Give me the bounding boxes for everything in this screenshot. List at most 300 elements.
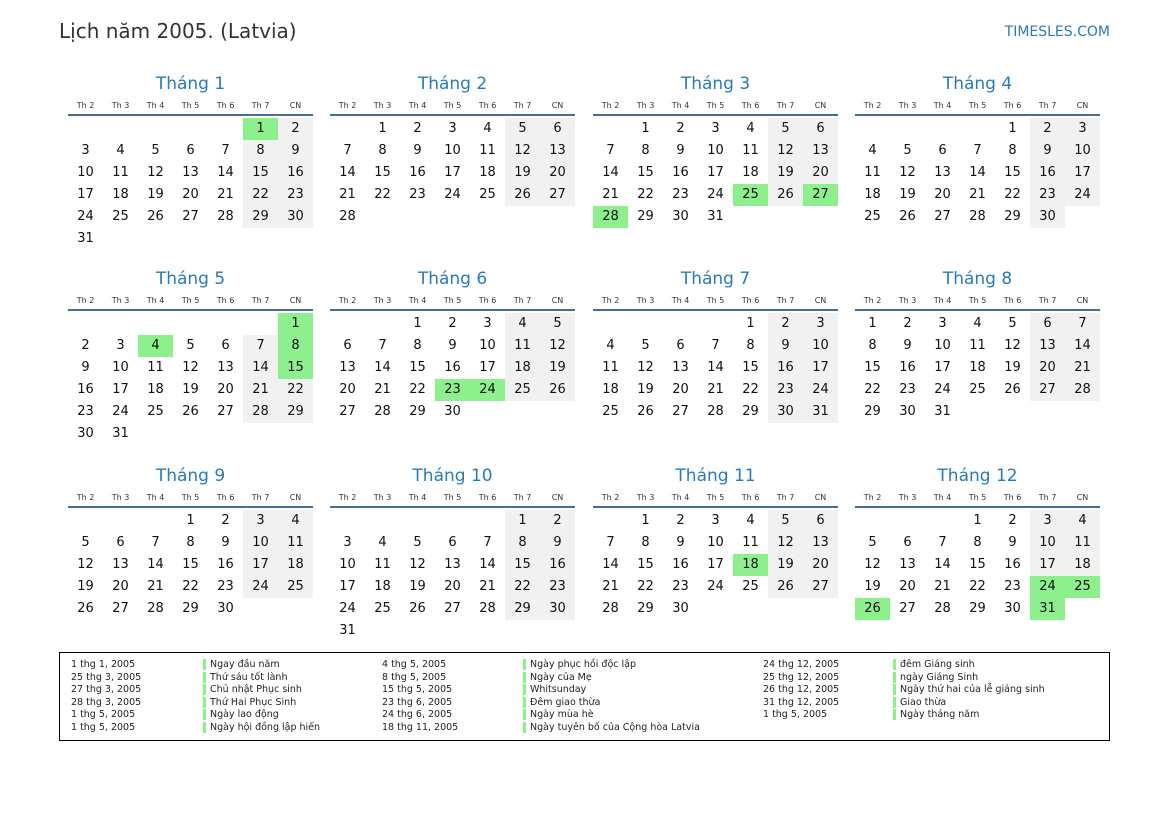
day-cell[interactable]: 6 [343, 338, 352, 353]
day-cell[interactable]: 28 [593, 206, 628, 228]
day-cell[interactable]: 10 [479, 338, 496, 353]
day-cell[interactable]: 3 [483, 316, 492, 331]
day-cell[interactable]: 4 [973, 316, 982, 331]
day-cell[interactable]: 3 [803, 313, 838, 335]
day-cell[interactable]: 25 [505, 379, 540, 401]
day-cell[interactable]: 15 [637, 165, 654, 180]
day-cell[interactable]: 29 [243, 206, 278, 228]
day-cell[interactable]: 2 [540, 510, 575, 532]
day-cell[interactable]: 12 [540, 335, 575, 357]
day-cell[interactable]: 11 [1065, 532, 1100, 554]
day-cell[interactable]: 31 [803, 401, 838, 423]
day-cell[interactable]: 14 [479, 557, 496, 572]
day-cell[interactable]: 8 [973, 535, 982, 550]
day-cell[interactable]: 3 [343, 535, 352, 550]
day-cell[interactable]: 28 [217, 209, 234, 224]
day-cell[interactable]: 6 [938, 143, 947, 158]
day-cell[interactable]: 8 [641, 143, 650, 158]
day-cell[interactable]: 25 [147, 404, 164, 419]
day-cell[interactable]: 15 [182, 557, 199, 572]
day-cell[interactable]: 19 [505, 162, 540, 184]
day-cell[interactable]: 6 [186, 143, 195, 158]
day-cell[interactable]: 14 [217, 165, 234, 180]
day-cell[interactable]: 10 [1030, 532, 1065, 554]
day-cell[interactable]: 22 [969, 579, 986, 594]
day-cell[interactable]: 13 [934, 165, 951, 180]
day-cell[interactable]: 26 [182, 404, 199, 419]
day-cell[interactable]: 27 [217, 404, 234, 419]
day-cell[interactable]: 11 [479, 143, 496, 158]
day-cell[interactable]: 11 [278, 532, 313, 554]
day-cell[interactable]: 12 [505, 140, 540, 162]
day-cell[interactable]: 20 [899, 579, 916, 594]
day-cell[interactable]: 26 [768, 576, 803, 598]
day-cell[interactable]: 17 [934, 360, 951, 375]
day-cell[interactable]: 31 [934, 404, 951, 419]
day-cell[interactable]: 21 [374, 382, 391, 397]
day-cell[interactable]: 29 [637, 209, 654, 224]
day-cell[interactable]: 28 [1065, 379, 1100, 401]
day-cell[interactable]: 28 [243, 401, 278, 423]
day-cell[interactable]: 22 [637, 187, 654, 202]
day-cell[interactable]: 29 [637, 601, 654, 616]
day-cell[interactable]: 1 [505, 510, 540, 532]
day-cell[interactable]: 22 [409, 382, 426, 397]
day-cell[interactable]: 19 [637, 382, 654, 397]
day-cell[interactable]: 3 [711, 121, 720, 136]
day-cell[interactable]: 9 [81, 360, 90, 375]
day-cell[interactable]: 16 [540, 554, 575, 576]
day-cell[interactable]: 18 [742, 165, 759, 180]
day-cell[interactable]: 20 [803, 554, 838, 576]
day-cell[interactable]: 29 [742, 404, 759, 419]
day-cell[interactable]: 28 [339, 209, 356, 224]
day-cell[interactable]: 2 [676, 513, 685, 528]
day-cell[interactable]: 24 [243, 576, 278, 598]
day-cell[interactable]: 4 [606, 338, 615, 353]
day-cell[interactable]: 16 [672, 557, 689, 572]
day-cell[interactable]: 6 [803, 118, 838, 140]
day-cell[interactable]: 3 [711, 513, 720, 528]
day-cell[interactable]: 29 [278, 401, 313, 423]
day-cell[interactable]: 13 [112, 557, 129, 572]
day-cell[interactable]: 5 [868, 535, 877, 550]
day-cell[interactable]: 26 [899, 209, 916, 224]
day-cell[interactable]: 5 [641, 338, 650, 353]
day-cell[interactable]: 25 [969, 382, 986, 397]
day-cell[interactable]: 16 [444, 360, 461, 375]
day-cell[interactable]: 28 [969, 209, 986, 224]
day-cell[interactable]: 9 [540, 532, 575, 554]
day-cell[interactable]: 18 [969, 360, 986, 375]
day-cell[interactable]: 7 [938, 535, 947, 550]
day-cell[interactable]: 17 [243, 554, 278, 576]
day-cell[interactable]: 20 [339, 382, 356, 397]
day-cell[interactable]: 14 [602, 165, 619, 180]
day-cell[interactable]: 29 [505, 598, 540, 620]
day-cell[interactable]: 18 [1065, 554, 1100, 576]
day-cell[interactable]: 8 [378, 143, 387, 158]
day-cell[interactable]: 28 [707, 404, 724, 419]
day-cell[interactable]: 21 [147, 579, 164, 594]
day-cell[interactable]: 7 [378, 338, 387, 353]
day-cell[interactable]: 14 [602, 557, 619, 572]
day-cell[interactable]: 18 [278, 554, 313, 576]
day-cell[interactable]: 10 [243, 532, 278, 554]
day-cell[interactable]: 28 [147, 601, 164, 616]
day-cell[interactable]: 7 [483, 535, 492, 550]
day-cell[interactable]: 21 [479, 579, 496, 594]
day-cell[interactable]: 6 [116, 535, 125, 550]
day-cell[interactable]: 7 [1065, 313, 1100, 335]
day-cell[interactable]: 15 [243, 162, 278, 184]
day-cell[interactable]: 8 [243, 140, 278, 162]
day-cell[interactable]: 17 [803, 357, 838, 379]
day-cell[interactable]: 8 [505, 532, 540, 554]
day-cell[interactable]: 24 [444, 187, 461, 202]
day-cell[interactable]: 21 [1065, 357, 1100, 379]
day-cell[interactable]: 30 [1030, 206, 1065, 228]
day-cell[interactable]: 27 [1030, 379, 1065, 401]
day-cell[interactable]: 18 [602, 382, 619, 397]
day-cell[interactable]: 22 [278, 379, 313, 401]
day-cell[interactable]: 22 [374, 187, 391, 202]
day-cell[interactable]: 22 [243, 184, 278, 206]
day-cell[interactable]: 3 [448, 121, 457, 136]
day-cell[interactable]: 15 [742, 360, 759, 375]
day-cell[interactable]: 4 [378, 535, 387, 550]
day-cell[interactable]: 30 [444, 404, 461, 419]
day-cell[interactable]: 13 [444, 557, 461, 572]
day-cell[interactable]: 20 [1030, 357, 1065, 379]
day-cell[interactable]: 11 [742, 535, 759, 550]
day-cell[interactable]: 9 [676, 143, 685, 158]
day-cell[interactable]: 7 [973, 143, 982, 158]
day-cell[interactable]: 18 [505, 357, 540, 379]
day-cell[interactable]: 12 [768, 532, 803, 554]
day-cell[interactable]: 12 [899, 165, 916, 180]
day-cell[interactable]: 18 [479, 165, 496, 180]
day-cell[interactable]: 14 [707, 360, 724, 375]
day-cell[interactable]: 1 [973, 513, 982, 528]
day-cell[interactable]: 14 [969, 165, 986, 180]
day-cell[interactable]: 23 [77, 404, 94, 419]
day-cell[interactable]: 24 [934, 382, 951, 397]
day-cell[interactable]: 10 [112, 360, 129, 375]
day-cell[interactable]: 3 [81, 143, 90, 158]
day-cell[interactable]: 15 [505, 554, 540, 576]
day-cell[interactable]: 19 [540, 357, 575, 379]
day-cell[interactable]: 17 [1030, 554, 1065, 576]
day-cell[interactable]: 5 [413, 535, 422, 550]
day-cell[interactable]: 19 [1004, 360, 1021, 375]
day-cell[interactable]: 23 [768, 379, 803, 401]
day-cell[interactable]: 5 [151, 143, 160, 158]
day-cell[interactable]: 13 [803, 140, 838, 162]
day-cell[interactable]: 8 [746, 338, 755, 353]
day-cell[interactable]: 20 [540, 162, 575, 184]
day-cell[interactable]: 21 [243, 379, 278, 401]
day-cell[interactable]: 24 [1030, 576, 1065, 598]
day-cell[interactable]: 23 [217, 579, 234, 594]
day-cell[interactable]: 10 [1065, 140, 1100, 162]
day-cell[interactable]: 11 [742, 143, 759, 158]
day-cell[interactable]: 16 [278, 162, 313, 184]
day-cell[interactable]: 9 [768, 335, 803, 357]
day-cell[interactable]: 15 [374, 165, 391, 180]
day-cell[interactable]: 27 [112, 601, 129, 616]
day-cell[interactable]: 2 [1008, 513, 1017, 528]
day-cell[interactable]: 31 [707, 209, 724, 224]
day-cell[interactable]: 4 [278, 510, 313, 532]
day-cell[interactable]: 25 [1065, 576, 1100, 598]
day-cell[interactable]: 17 [707, 165, 724, 180]
day-cell[interactable]: 16 [1030, 162, 1065, 184]
day-cell[interactable]: 22 [864, 382, 881, 397]
day-cell[interactable]: 13 [217, 360, 234, 375]
day-cell[interactable]: 25 [278, 576, 313, 598]
day-cell[interactable]: 8 [278, 335, 313, 357]
day-cell[interactable]: 28 [602, 601, 619, 616]
day-cell[interactable]: 17 [479, 360, 496, 375]
day-cell[interactable]: 26 [855, 598, 890, 620]
day-cell[interactable]: 14 [374, 360, 391, 375]
day-cell[interactable]: 16 [768, 357, 803, 379]
day-cell[interactable]: 2 [1030, 118, 1065, 140]
day-cell[interactable]: 1 [243, 118, 278, 140]
day-cell[interactable]: 23 [899, 382, 916, 397]
day-cell[interactable]: 20 [217, 382, 234, 397]
day-cell[interactable]: 30 [768, 401, 803, 423]
day-cell[interactable]: 24 [1065, 184, 1100, 206]
day-cell[interactable]: 19 [899, 187, 916, 202]
day-cell[interactable]: 1 [413, 316, 422, 331]
day-cell[interactable]: 23 [672, 579, 689, 594]
day-cell[interactable]: 17 [1065, 162, 1100, 184]
day-cell[interactable]: 19 [409, 579, 426, 594]
day-cell[interactable]: 12 [147, 165, 164, 180]
day-cell[interactable]: 26 [147, 209, 164, 224]
day-cell[interactable]: 8 [186, 535, 195, 550]
day-cell[interactable]: 23 [435, 379, 470, 401]
day-cell[interactable]: 20 [672, 382, 689, 397]
day-cell[interactable]: 12 [864, 557, 881, 572]
day-cell[interactable]: 24 [707, 187, 724, 202]
day-cell[interactable]: 4 [868, 143, 877, 158]
day-cell[interactable]: 4 [505, 313, 540, 335]
day-cell[interactable]: 20 [934, 187, 951, 202]
day-cell[interactable]: 27 [540, 184, 575, 206]
day-cell[interactable]: 16 [77, 382, 94, 397]
day-cell[interactable]: 11 [864, 165, 881, 180]
day-cell[interactable]: 27 [339, 404, 356, 419]
day-cell[interactable]: 5 [768, 118, 803, 140]
day-cell[interactable]: 10 [707, 143, 724, 158]
day-cell[interactable]: 26 [1004, 382, 1021, 397]
day-cell[interactable]: 31 [339, 623, 356, 638]
day-cell[interactable]: 2 [81, 338, 90, 353]
day-cell[interactable]: 2 [413, 121, 422, 136]
day-cell[interactable]: 14 [339, 165, 356, 180]
day-cell[interactable]: 26 [409, 601, 426, 616]
day-cell[interactable]: 29 [1004, 209, 1021, 224]
day-cell[interactable]: 21 [602, 579, 619, 594]
day-cell[interactable]: 11 [147, 360, 164, 375]
site-link[interactable]: TIMESLES.COM [1004, 24, 1110, 40]
day-cell[interactable]: 12 [637, 360, 654, 375]
day-cell[interactable]: 3 [243, 510, 278, 532]
day-cell[interactable]: 11 [505, 335, 540, 357]
day-cell[interactable]: 22 [637, 579, 654, 594]
day-cell[interactable]: 21 [934, 579, 951, 594]
day-cell[interactable]: 17 [112, 382, 129, 397]
day-cell[interactable]: 7 [151, 535, 160, 550]
day-cell[interactable]: 7 [606, 535, 615, 550]
day-cell[interactable]: 23 [540, 576, 575, 598]
day-cell[interactable]: 5 [81, 535, 90, 550]
day-cell[interactable]: 29 [409, 404, 426, 419]
day-cell[interactable]: 11 [112, 165, 129, 180]
day-cell[interactable]: 21 [707, 382, 724, 397]
day-cell[interactable]: 24 [112, 404, 129, 419]
day-cell[interactable]: 17 [77, 187, 94, 202]
day-cell[interactable]: 26 [540, 379, 575, 401]
day-cell[interactable]: 7 [221, 143, 230, 158]
day-cell[interactable]: 15 [409, 360, 426, 375]
day-cell[interactable]: 22 [742, 382, 759, 397]
day-cell[interactable]: 30 [672, 209, 689, 224]
day-cell[interactable]: 23 [409, 187, 426, 202]
day-cell[interactable]: 4 [1065, 510, 1100, 532]
day-cell[interactable]: 13 [540, 140, 575, 162]
day-cell[interactable]: 25 [602, 404, 619, 419]
day-cell[interactable]: 11 [602, 360, 619, 375]
day-cell[interactable]: 9 [221, 535, 230, 550]
day-cell[interactable]: 18 [112, 187, 129, 202]
day-cell[interactable]: 14 [1065, 335, 1100, 357]
day-cell[interactable]: 15 [1004, 165, 1021, 180]
day-cell[interactable]: 3 [116, 338, 125, 353]
day-cell[interactable]: 27 [803, 184, 838, 206]
day-cell[interactable]: 25 [864, 209, 881, 224]
day-cell[interactable]: 7 [343, 143, 352, 158]
day-cell[interactable]: 20 [444, 579, 461, 594]
day-cell[interactable]: 16 [672, 165, 689, 180]
day-cell[interactable]: 21 [339, 187, 356, 202]
day-cell[interactable]: 10 [444, 143, 461, 158]
day-cell[interactable]: 25 [479, 187, 496, 202]
day-cell[interactable]: 19 [77, 579, 94, 594]
day-cell[interactable]: 15 [969, 557, 986, 572]
day-cell[interactable]: 1 [641, 513, 650, 528]
day-cell[interactable]: 9 [448, 338, 457, 353]
day-cell[interactable]: 24 [707, 579, 724, 594]
day-cell[interactable]: 13 [803, 532, 838, 554]
day-cell[interactable]: 19 [768, 554, 803, 576]
day-cell[interactable]: 25 [742, 579, 759, 594]
day-cell[interactable]: 1 [641, 121, 650, 136]
day-cell[interactable]: 5 [768, 510, 803, 532]
day-cell[interactable]: 12 [182, 360, 199, 375]
day-cell[interactable]: 10 [934, 338, 951, 353]
day-cell[interactable]: 6 [676, 338, 685, 353]
day-cell[interactable]: 21 [969, 187, 986, 202]
day-cell[interactable]: 19 [768, 162, 803, 184]
day-cell[interactable]: 24 [803, 379, 838, 401]
day-cell[interactable]: 6 [1030, 313, 1065, 335]
day-cell[interactable]: 5 [540, 313, 575, 335]
day-cell[interactable]: 12 [1004, 338, 1021, 353]
day-cell[interactable]: 1 [186, 513, 195, 528]
day-cell[interactable]: 26 [505, 184, 540, 206]
day-cell[interactable]: 2 [903, 316, 912, 331]
day-cell[interactable]: 9 [278, 140, 313, 162]
day-cell[interactable]: 2 [676, 121, 685, 136]
day-cell[interactable]: 26 [77, 601, 94, 616]
day-cell[interactable]: 15 [637, 557, 654, 572]
day-cell[interactable]: 23 [1030, 184, 1065, 206]
day-cell[interactable]: 2 [448, 316, 457, 331]
day-cell[interactable]: 9 [676, 535, 685, 550]
day-cell[interactable]: 22 [182, 579, 199, 594]
day-cell[interactable]: 15 [864, 360, 881, 375]
day-cell[interactable]: 4 [746, 121, 755, 136]
day-cell[interactable]: 12 [409, 557, 426, 572]
day-cell[interactable]: 6 [803, 510, 838, 532]
day-cell[interactable]: 12 [768, 140, 803, 162]
day-cell[interactable]: 9 [903, 338, 912, 353]
day-cell[interactable]: 4 [138, 335, 173, 357]
day-cell[interactable]: 10 [707, 535, 724, 550]
day-cell[interactable]: 31 [1030, 598, 1065, 620]
day-cell[interactable]: 30 [77, 426, 94, 441]
day-cell[interactable]: 5 [903, 143, 912, 158]
day-cell[interactable]: 17 [339, 579, 356, 594]
day-cell[interactable]: 9 [1008, 535, 1017, 550]
day-cell[interactable]: 14 [147, 557, 164, 572]
day-cell[interactable]: 1 [1008, 121, 1017, 136]
day-cell[interactable]: 27 [672, 404, 689, 419]
day-cell[interactable]: 8 [868, 338, 877, 353]
day-cell[interactable]: 23 [1004, 579, 1021, 594]
day-cell[interactable]: 6 [448, 535, 457, 550]
day-cell[interactable]: 24 [339, 601, 356, 616]
day-cell[interactable]: 15 [278, 357, 313, 379]
day-cell[interactable]: 29 [864, 404, 881, 419]
day-cell[interactable]: 6 [540, 118, 575, 140]
day-cell[interactable]: 25 [733, 184, 768, 206]
day-cell[interactable]: 28 [374, 404, 391, 419]
day-cell[interactable]: 12 [77, 557, 94, 572]
day-cell[interactable]: 1 [278, 313, 313, 335]
day-cell[interactable]: 7 [711, 338, 720, 353]
day-cell[interactable]: 29 [182, 601, 199, 616]
day-cell[interactable]: 16 [1004, 557, 1021, 572]
day-cell[interactable]: 5 [505, 118, 540, 140]
day-cell[interactable]: 7 [606, 143, 615, 158]
day-cell[interactable]: 21 [217, 187, 234, 202]
day-cell[interactable]: 16 [217, 557, 234, 572]
day-cell[interactable]: 17 [444, 165, 461, 180]
day-cell[interactable]: 24 [470, 379, 505, 401]
day-cell[interactable]: 19 [147, 187, 164, 202]
day-cell[interactable]: 19 [864, 579, 881, 594]
day-cell[interactable]: 27 [182, 209, 199, 224]
day-cell[interactable]: 10 [77, 165, 94, 180]
day-cell[interactable]: 30 [899, 404, 916, 419]
day-cell[interactable]: 18 [864, 187, 881, 202]
day-cell[interactable]: 31 [77, 231, 94, 246]
